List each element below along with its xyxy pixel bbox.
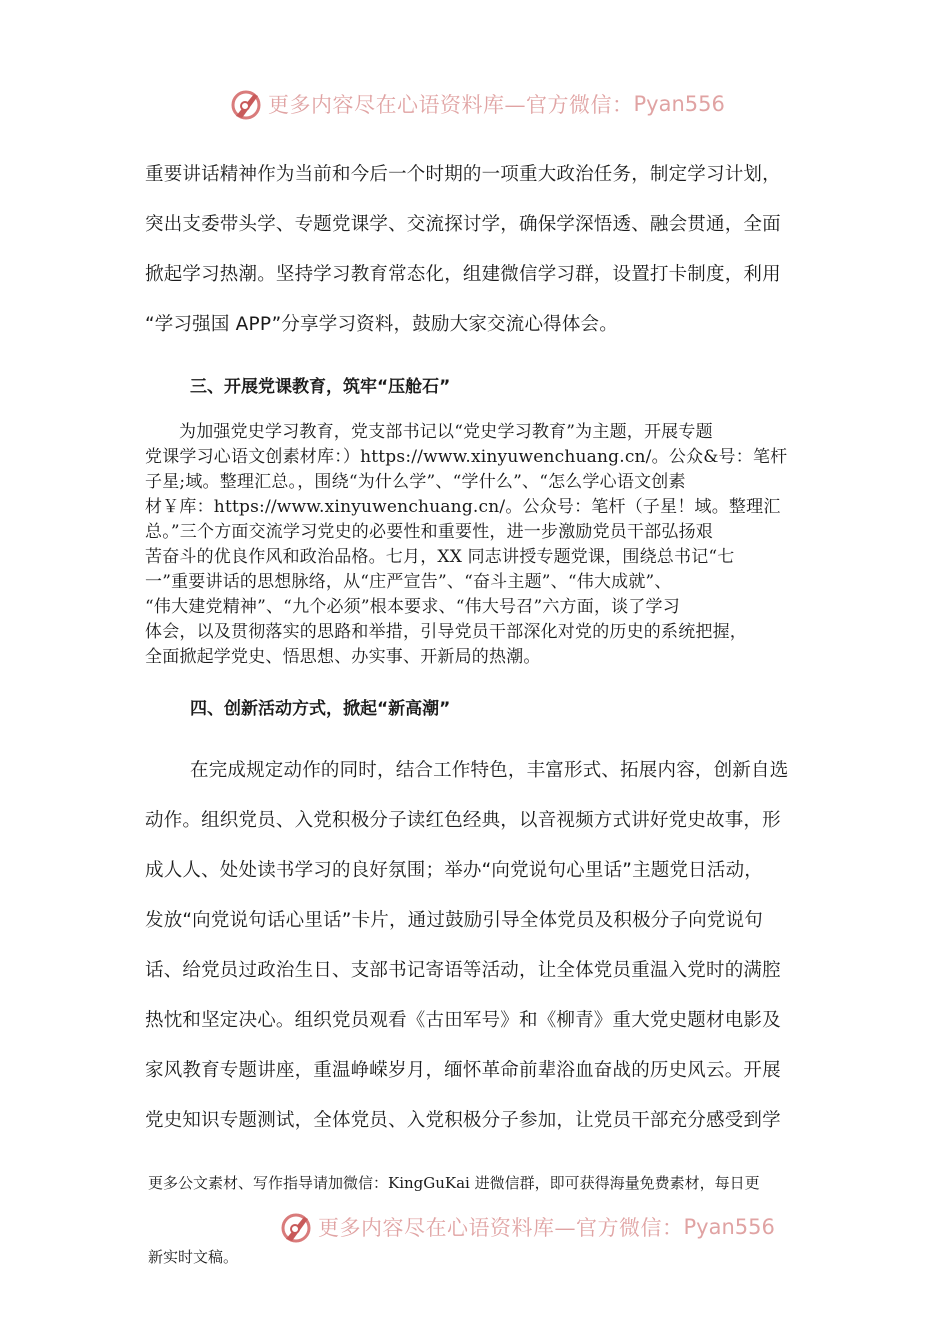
section3-line-1: 为加强党史学习教育，党支部书记以“党史学习教育”为主题，开展专题 xyxy=(179,422,713,442)
footer-line-1: 更多公文素材、写作指导请加微信：KingGuKai 进微信群，即可获得海量免费素材，每日更 xyxy=(148,1174,760,1192)
section3-line-2: 党课学习心语文创素材库：）https://www.xinyuwenchuang.cn/。公众&号：笔杆 xyxy=(145,447,788,467)
brush-logo-icon xyxy=(278,1209,314,1245)
intro-line-3: 掀起学习热潮。坚持学习教育常态化，组建微信学习群，设置打卡制度，利用 xyxy=(145,264,781,285)
section4-line-4: 发放“向党说句话心里话”卡片，通过鼓励引导全体党员及积极分子向党说句 xyxy=(145,910,763,931)
section3-paragraph xyxy=(145,420,825,670)
footer-line-2: 新实时文稿。 xyxy=(148,1248,239,1266)
watermark-wechat-id: Pyan556 xyxy=(633,92,725,116)
section3-line-9: 体会，以及贯彻落实的思路和举措，引导党员干部深化对党的历史的系统把握， xyxy=(145,622,747,642)
section4-line-6: 热忱和坚定决心。组织党员观看《古田军号》和《柳青》重大党史题材电影及 xyxy=(145,1010,781,1031)
section4-line-7: 家风教育专题讲座，重温峥嵘岁月，缅怀革命前辈浴血奋战的历史风云。开展 xyxy=(145,1060,781,1081)
section3-heading: 三、开展党课教育，筑牢“压舱石” xyxy=(190,377,451,397)
header-watermark xyxy=(228,86,725,122)
intro-line-1: 重要讲话精神作为当前和今后一个时期的一项重大政治任务，制定学习计划， xyxy=(145,164,781,185)
watermark-wechat-id: Pyan556 xyxy=(683,1215,775,1239)
section3-line-6: 苦奋斗的优良作风和政治品格。七月，XX 同志讲授专题党课，围绕总书记“七 xyxy=(145,547,735,567)
section4-line-8: 党史知识专题测试，全体党员、入党积极分子参加，让党员干部充分感受到学 xyxy=(145,1110,781,1131)
section4-heading: 四、创新活动方式，掀起“新高潮” xyxy=(190,699,451,719)
section4-line-1: 在完成规定动作的同时，结合工作特色，丰富形式、拓展内容，创新自选 xyxy=(190,760,789,781)
watermark-text: 更多内容尽在心语资料库—官方微信： xyxy=(268,93,634,117)
section3-line-4: 材￥库：https://www.xinyuwenchuang.cn/。公众号：笔杆（子星！域。整理汇 xyxy=(145,497,781,517)
watermark-text: 更多内容尽在心语资料库—官方微信： xyxy=(318,1216,684,1240)
section3-line-8: “伟大建党精神”、“九个必须”根本要求、“伟大号召”六方面，谈了学习 xyxy=(145,597,680,617)
section3-line-5: 总。”三个方面交流学习党史的必要性和重要性，进一步激励党员干部弘扬艰 xyxy=(145,522,713,542)
section4-line-3: 成人人、处处读书学习的良好氛围；举办“向党说句心里话”主题党日活动， xyxy=(145,860,763,881)
section3-line-10: 全面掀起学党史、悟思想、办实事、开新局的热潮。 xyxy=(145,647,541,667)
section3-line-3: 子星;域。整理汇总。，围绕“为什么学”、“学什么”、“怎么学心语文创素 xyxy=(145,472,686,492)
section4-line-5: 话、给党员过政治生日、支部书记寄语等活动，让全体党员重温入党时的满腔 xyxy=(145,960,781,981)
intro-line-4: “学习强国 APP”分享学习资料，鼓励大家交流心得体会。 xyxy=(145,314,618,335)
brush-logo-icon xyxy=(228,86,264,122)
footer-watermark xyxy=(278,1209,775,1245)
section4-line-2: 动作。组织党员、入党积极分子读红色经典，以音视频方式讲好党史故事，形 xyxy=(145,810,781,831)
intro-line-2: 突出支委带头学、专题党课学、交流探讨学，确保学深悟透、融会贯通，全面 xyxy=(145,214,781,235)
section3-line-7: 一”重要讲话的思想脉络，从“庄严宣告”、“奋斗主题”、“伟大成就”、 xyxy=(145,572,672,592)
